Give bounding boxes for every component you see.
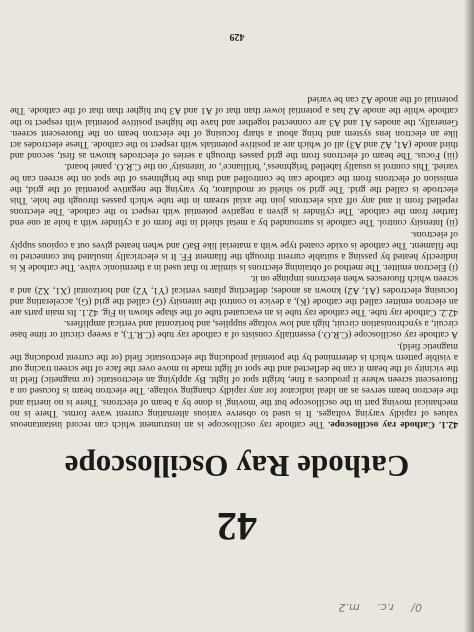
paragraph-text: The cathode ray oscilloscope is an instrument which can record instantaneous values of rapidly varying voltages. It is used to observe various alternating current wave forms. There is no mechanical moving part in the oscilloscope but the 'moving' is done by a beam of electrons. There is no inertia and the electron beam serves as an ideal indicator for any rapidly changing voltage. The electron beam is focused on a fluorescent screen where it produces a fine, bright spot of light. By applying an electrostatic (or magnetic) field in the vicinity of the beam it can be deflected and the spot of light made to move over the face of the screen tracing out a visible pattern which is determined by the potential producing the electrostatic field (or the current producing the magnetic field). — [10, 340, 458, 430]
page-number: 429 — [229, 31, 245, 42]
paragraph: (iii) Focus. The beam of electrons from the grid passes through a series of electrodes known as first, second and third anode (A1, A2 and A3) all of which are at positive potentials with respect to the cathode. These electrodes act like an electron lens system and bring about a sharp focusing of the electron beam on the fluorescent screen. Generally, the anodes A1 and A3 are connected together and have the highest positive potential with respect to the cathode while the anode A2 has a potential lower than that of A1 and A3 but higher than that of the cathode. The potential of the anode A2 can be varied — [10, 94, 458, 162]
handwritten-note: 0/ — [411, 601, 422, 614]
body-text — [10, 44, 458, 430]
paragraph: 42.2. Cathode ray tube. The cathode ray tube is an evacuated tube of the shape shown in Fig. 42.1. Its main parts are an electron emitter called the cathode (K), a device to control the intensity (G) called the grid (G), accelerating and focusing electrodes (A1, A2) known as anodes; deflecting plates vertical (Y1, Y2) and horizontal (X1, X2) and a screen which fluoresces when electrons impinge on it. — [10, 273, 458, 318]
chapter-number: 42 — [217, 504, 257, 549]
paragraph: (i) Electron emitter. The method of obtaining electrons is similar to that used in a thermionic valve. The cathode K is indirectly heated by passing a suitable current through the filament FF. It is electrically insulated but connected to the filament. The cathode is oxide coated type with a material like BaO and when heated gives out a copious supply of electrons. — [10, 228, 458, 274]
handwritten-note: r.c. — [377, 601, 394, 614]
paragraph: (ii) Intensity control. The cathode is surrounded by a metal shield in the form of a cylinder with a hole at one end farther from the cathode. The cylinder is given a negative potential with respect to the cathode. The electrons repelled from it and any off axis electrons join the axial stream in the tube which passes through the hole. This electrode is called the grid. The grid so shield or modulator, by varying the negative potential of the grid, the emission of electrons from the cathode can be controlled and thus the brightness of the spot on the screen can be varied. This control is usually labelled 'brightness', 'brilliance', or 'intensity' on the C.R.O. panel board. — [10, 161, 458, 229]
paragraph: A cathode ray oscilloscope (C.R.O.) essentially consists of a cathode ray tube (C.R.T.), a sweep circuit or time base circuit, a synchronisation circuit, high and low voltage supplies, and horizontal and vertical amplifiers. — [10, 318, 458, 341]
handwritten-note: m.2 — [338, 601, 360, 614]
handwritten-notes — [202, 574, 422, 614]
section-heading: 42.1. Cathode ray oscilloscope. — [328, 419, 458, 430]
paragraph-intro — [10, 340, 458, 430]
chapter-title: Cathode Ray Oscilloscope — [64, 449, 410, 484]
